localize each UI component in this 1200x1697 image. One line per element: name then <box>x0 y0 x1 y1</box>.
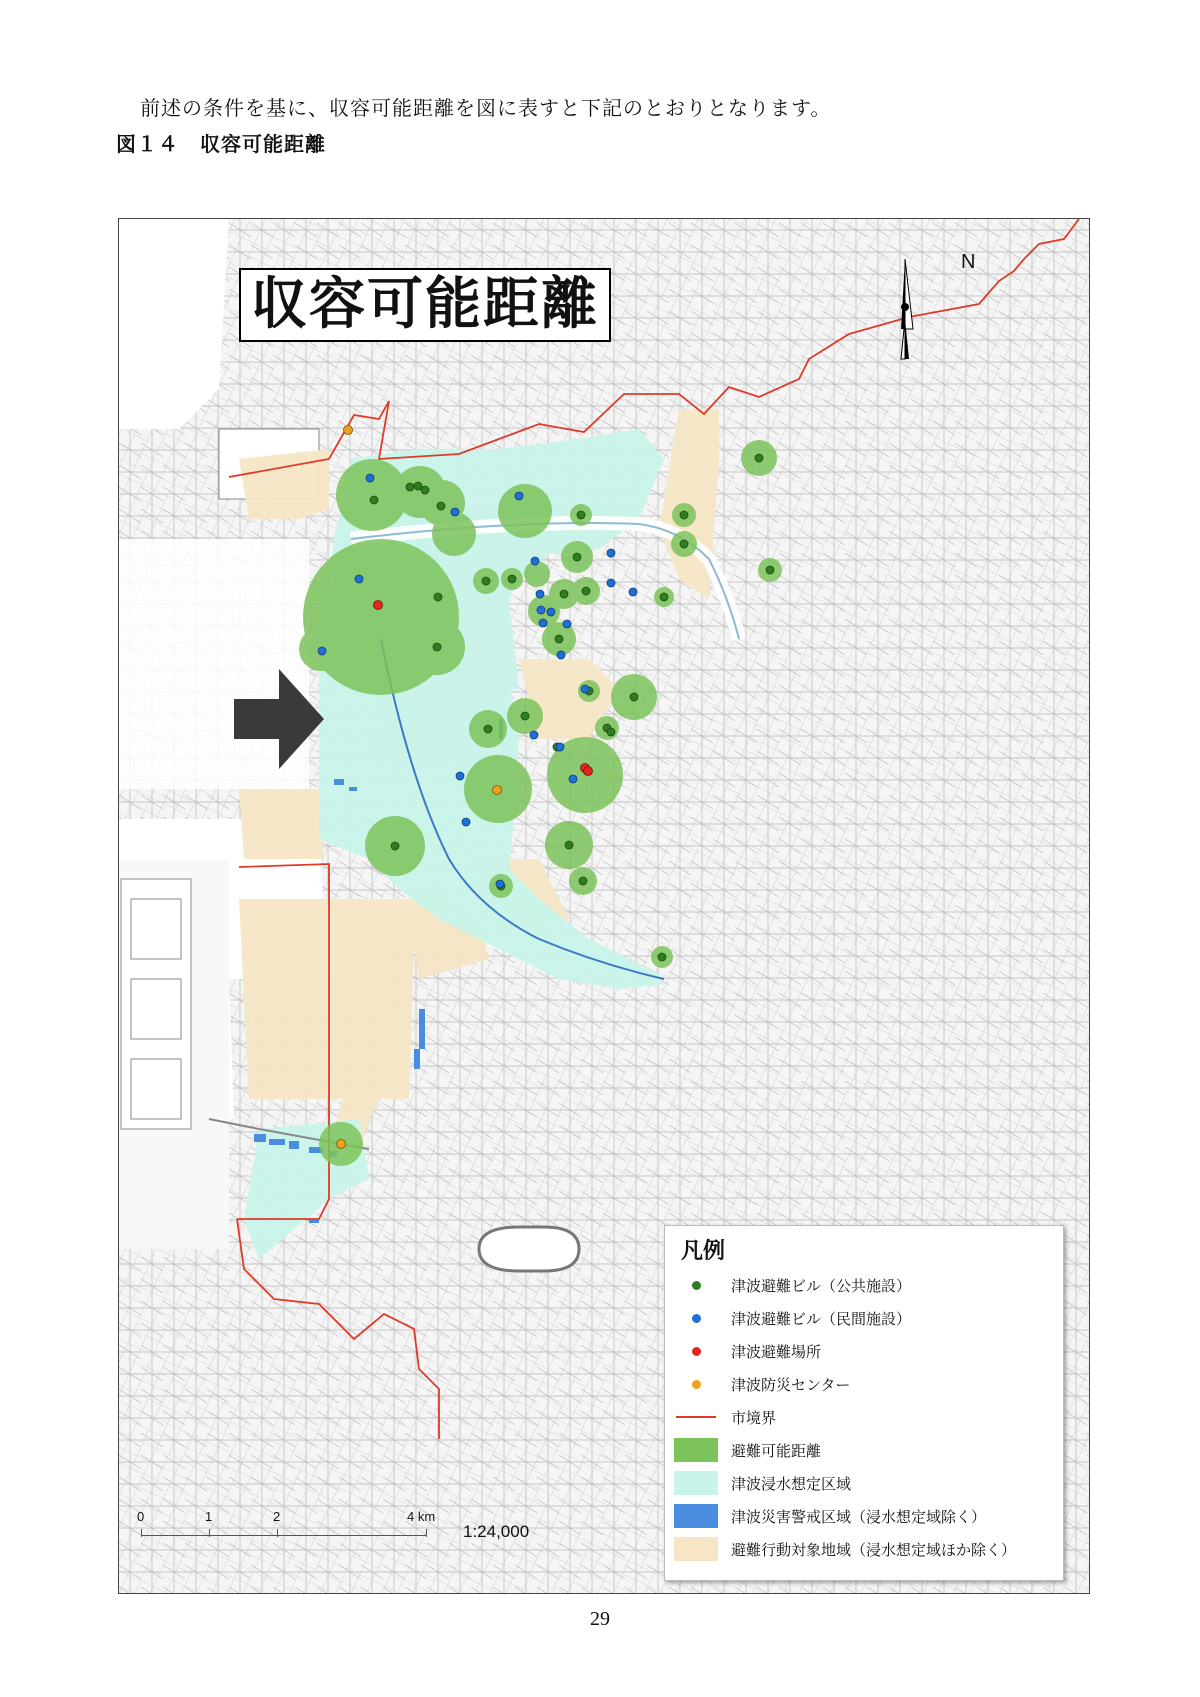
figure-title: 図１４ 収容可能距離 <box>116 132 326 156</box>
legend-swatch <box>674 1471 718 1495</box>
map-figure <box>118 218 1090 1594</box>
legend-item <box>673 1336 1053 1366</box>
legend-symbol <box>673 1470 719 1496</box>
legend-item <box>673 1270 1053 1300</box>
legend-label: 津波避難ビル（民間施設） <box>731 1309 912 1328</box>
scale-tick-label: 2 <box>273 1509 281 1524</box>
stadium <box>479 1227 579 1271</box>
legend-dot-icon <box>692 1314 701 1323</box>
legend-symbol <box>673 1404 719 1430</box>
legend-item <box>673 1468 1053 1498</box>
legend-dot-icon <box>692 1281 701 1290</box>
scale-line <box>141 1535 426 1536</box>
legend-label: 津波防災センター <box>731 1375 851 1394</box>
scale-tick <box>277 1529 278 1537</box>
scale-bar <box>137 1509 467 1549</box>
legend-item <box>673 1501 1053 1531</box>
scale-ratio: 1:24,000 <box>463 1522 530 1541</box>
legend-symbol <box>673 1371 719 1397</box>
map-title: 収容可能距離 <box>239 268 611 342</box>
legend-label: 津波浸水想定区域 <box>731 1474 852 1493</box>
legend-symbol <box>673 1437 719 1463</box>
legend-symbol <box>673 1338 719 1364</box>
legend-item <box>673 1369 1053 1399</box>
legend-item <box>673 1303 1053 1333</box>
legend-label: 津波避難ビル（公共施設） <box>731 1276 912 1295</box>
scale-tick <box>426 1529 427 1537</box>
scale-tick-label: 0 <box>137 1509 145 1524</box>
north-label: N <box>961 251 976 273</box>
legend-symbol <box>673 1305 719 1331</box>
legend-label: 市境界 <box>731 1408 777 1427</box>
legend-line-icon <box>676 1416 716 1418</box>
legend-symbol <box>673 1503 719 1529</box>
legend-item <box>673 1435 1053 1465</box>
legend-item <box>673 1534 1053 1564</box>
legend-label: 津波避難場所 <box>731 1342 822 1361</box>
scale-tick-label: 4 km <box>407 1509 436 1524</box>
intro-text: 前述の条件を基に、収容可能距離を図に表すと下記のとおりとなります。 <box>140 96 832 120</box>
legend-swatch <box>674 1438 718 1462</box>
scale-tick <box>209 1529 210 1537</box>
legend-dot-icon <box>692 1347 701 1356</box>
legend-dot-icon <box>692 1380 701 1389</box>
legend-label: 避難行動対象地域（浸水想定域ほか除く） <box>731 1540 1017 1559</box>
legend-swatch <box>674 1504 718 1528</box>
legend-label: 避難可能距離 <box>731 1441 822 1460</box>
legend-symbol <box>673 1536 719 1562</box>
legend-title: 凡例 <box>681 1239 726 1264</box>
legend-item <box>673 1402 1053 1432</box>
legend-symbol <box>673 1272 719 1298</box>
legend <box>664 1225 1064 1581</box>
scale-tick-label: 1 <box>205 1509 213 1524</box>
scale-tick <box>141 1529 142 1537</box>
legend-label: 津波災害警戒区域（浸水想定域除く） <box>731 1507 987 1526</box>
legend-swatch <box>674 1537 718 1561</box>
page-number: 29 <box>590 1608 610 1630</box>
